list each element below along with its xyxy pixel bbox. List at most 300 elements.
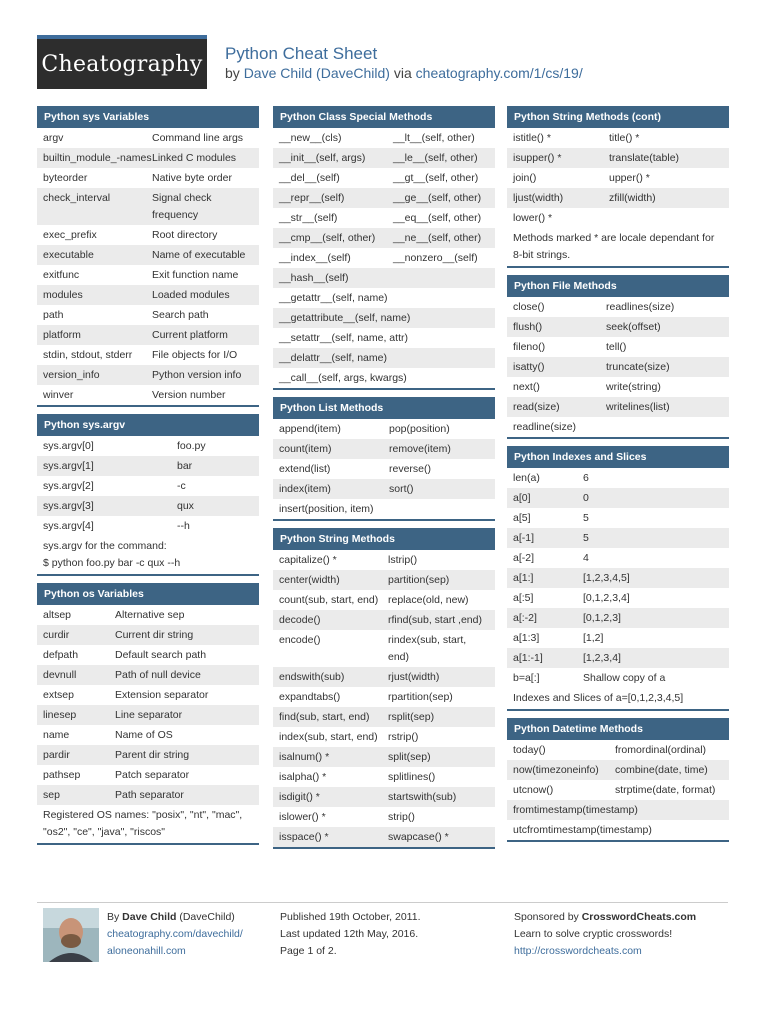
- cell-key: __delattr__(self, name): [279, 352, 387, 364]
- cell-value: Shallow copy of a: [583, 672, 666, 684]
- cell-key: close(): [513, 301, 545, 313]
- section-header: Python Indexes and Slices: [507, 446, 729, 468]
- cell-value: swapcase() *: [388, 830, 449, 843]
- cell-value: Exit function name: [152, 268, 239, 281]
- cell-key: istitle() *: [513, 132, 551, 144]
- cell-key: version_info: [43, 368, 100, 381]
- cell-key: extend(list): [279, 463, 331, 475]
- section-python-sys-argv: [37, 414, 259, 576]
- cell-value: replace(old, new): [388, 594, 469, 606]
- cell-value: __ne__(self, other): [393, 232, 482, 244]
- section-rows: [507, 128, 729, 268]
- cell-value: Current dir string: [115, 628, 194, 641]
- published-date: Published 19th October, 2011.: [280, 911, 421, 923]
- cell-key: __call__(self, args, kwargs): [279, 372, 407, 384]
- cell-value: File objects for I/O: [152, 348, 238, 361]
- column-2: [273, 106, 495, 856]
- section-header: Python List Methods: [273, 397, 495, 419]
- table-row: [37, 128, 259, 148]
- cell-value: Alternative sep: [115, 608, 185, 621]
- table-row: [507, 760, 729, 780]
- cell-key: curdir: [43, 628, 70, 641]
- cell-key: now(timezoneinfo): [513, 764, 599, 776]
- table-row: [507, 417, 729, 437]
- cell-key: find(sub, start, end): [279, 710, 370, 723]
- cell-value: Name of OS: [115, 728, 173, 741]
- byline-prefix: by: [225, 65, 244, 81]
- table-row: [37, 516, 259, 536]
- cell-key: exec_prefix: [43, 228, 97, 241]
- cell-value: [1,2]: [583, 632, 604, 644]
- table-row: [507, 628, 729, 648]
- table-row: [507, 317, 729, 337]
- cell-key: capitalize() *: [279, 554, 337, 566]
- table-row: [507, 780, 729, 800]
- cell-value: __eq__(self, other): [393, 212, 482, 224]
- cell-key: __del__(self): [279, 172, 340, 184]
- table-row: [507, 608, 729, 628]
- cell-key: __str__(self): [279, 212, 338, 224]
- cell-value: 4: [583, 552, 589, 564]
- cell-value: --h: [177, 519, 190, 532]
- sheet-url-link[interactable]: cheatography.com/1/cs/19/: [415, 65, 583, 81]
- cell-key: pathsep: [43, 768, 81, 781]
- cell-value: Native byte order: [152, 172, 232, 184]
- section-header: Python Datetime Methods: [507, 718, 729, 740]
- cell-key: __init__(self, args): [279, 152, 366, 164]
- table-row: [273, 348, 495, 368]
- table-row: [273, 727, 495, 747]
- section-header: Python sys.argv: [37, 414, 259, 436]
- table-row: [507, 588, 729, 608]
- publish-info: [280, 909, 421, 960]
- cell-value: truncate(size): [606, 361, 670, 373]
- table-row: [507, 740, 729, 760]
- table-row: [273, 479, 495, 499]
- section-python-os-variables: [37, 583, 259, 845]
- cell-key: sys.argv[1]: [43, 459, 94, 472]
- table-row: [273, 667, 495, 687]
- table-row: [507, 168, 729, 188]
- cell-value: Loaded modules: [152, 288, 230, 301]
- cell-key: today(): [513, 744, 546, 756]
- cell-key: executable: [43, 248, 94, 261]
- sponsor-link[interactable]: http://crosswordcheats.com: [514, 945, 642, 957]
- cell-value: 6: [583, 472, 589, 484]
- cell-key: a[5]: [513, 512, 531, 524]
- cell-key: pardir: [43, 748, 70, 761]
- cell-value: Signal check frequency: [152, 192, 212, 221]
- table-row: [273, 590, 495, 610]
- table-row: [37, 625, 259, 645]
- table-row: [507, 128, 729, 148]
- table-row: [37, 785, 259, 805]
- cell-key: isdigit() *: [279, 790, 320, 803]
- cell-key: modules: [43, 288, 83, 301]
- cell-key: __hash__(self): [279, 272, 349, 284]
- cell-value: write(string): [606, 381, 661, 393]
- cell-value: __lt__(self, other): [393, 132, 475, 144]
- cell-key: utcnow(): [513, 784, 554, 796]
- cell-key: lower() *: [513, 212, 553, 224]
- cheatography-logo[interactable]: [37, 35, 207, 89]
- section-header: Python Class Special Methods: [273, 106, 495, 128]
- cell-value: rfind(sub, start ,end): [388, 614, 482, 626]
- table-row: [37, 725, 259, 745]
- cell-key: endswith(sub): [279, 670, 345, 683]
- cell-key: __getattr__(self, name): [279, 292, 388, 304]
- cell-value: Line separator: [115, 708, 183, 721]
- cell-value: rsplit(sep): [388, 710, 435, 723]
- table-row: [273, 767, 495, 787]
- cell-key: join(): [513, 172, 537, 184]
- cell-value: reverse(): [389, 463, 432, 475]
- cell-key: center(width): [279, 574, 340, 586]
- section-rows: [507, 468, 729, 711]
- author-cheatography-link[interactable]: cheatography.com/davechild/: [107, 928, 243, 940]
- cell-key: exitfunc: [43, 268, 80, 281]
- section-header: Python File Methods: [507, 275, 729, 297]
- cell-key: sys.argv[3]: [43, 499, 94, 512]
- section-python-string-methods-cont: [507, 106, 729, 268]
- cell-key: utcfromtimestamp(timestamp): [513, 824, 652, 836]
- table-row: [37, 285, 259, 305]
- table-row: [37, 605, 259, 625]
- cell-value: startswith(sub): [388, 790, 457, 803]
- cell-key: altsep: [43, 608, 72, 621]
- updated-date: Last updated 12th May, 2016.: [280, 928, 419, 940]
- sponsor-info: [514, 909, 696, 960]
- table-row: [507, 208, 729, 228]
- cell-value: seek(offset): [606, 321, 661, 333]
- cell-value: tell(): [606, 341, 627, 353]
- table-row: [507, 800, 729, 820]
- cell-value: lstrip(): [388, 554, 418, 566]
- cell-value: 5: [583, 532, 589, 544]
- section-python-class-special-methods: [273, 106, 495, 390]
- section-python-datetime-methods: [507, 718, 729, 842]
- table-row: [37, 765, 259, 785]
- table-row: [37, 168, 259, 188]
- table-row: [507, 548, 729, 568]
- cell-value: writelines(list): [606, 401, 670, 413]
- table-row: [37, 705, 259, 725]
- table-row: [507, 488, 729, 508]
- cell-key: path: [43, 308, 64, 321]
- cell-value: [1,2,3,4]: [583, 652, 621, 664]
- table-row: [37, 476, 259, 496]
- section-rows: [37, 128, 259, 407]
- cell-value: rjust(width): [388, 670, 440, 683]
- cell-key: isupper() *: [513, 152, 562, 164]
- cell-key: sys.argv[2]: [43, 479, 94, 492]
- cell-value: bar: [177, 459, 193, 472]
- cell-value: rstrip(): [388, 730, 419, 743]
- cell-key: a[1:3]: [513, 632, 540, 644]
- cell-key: readline(size): [513, 421, 577, 433]
- cell-value: strptime(date, format): [615, 784, 716, 796]
- table-row: [273, 827, 495, 847]
- logo-text: Cheatography: [41, 51, 203, 77]
- table-row: [37, 645, 259, 665]
- cell-value: qux: [177, 499, 194, 512]
- cell-value: split(sep): [388, 750, 431, 763]
- cell-value: upper() *: [609, 172, 650, 184]
- page-title: Python Cheat Sheet: [225, 44, 378, 63]
- cell-value: remove(item): [389, 443, 451, 455]
- table-row: [273, 747, 495, 767]
- cell-key: __new__(cls): [279, 132, 342, 144]
- author-avatar: [43, 908, 99, 962]
- cell-value: __ge__(self, other): [393, 192, 482, 204]
- cell-key: __cmp__(self, other): [279, 232, 376, 244]
- cell-key: isatty(): [513, 361, 545, 373]
- section-python-indexes-and-slices: [507, 446, 729, 711]
- cell-key: extsep: [43, 688, 74, 701]
- cell-value: Path separator: [115, 788, 184, 801]
- cell-value: __nonzero__(self): [393, 252, 478, 264]
- cell-key: argv: [43, 132, 64, 144]
- cell-key: fileno(): [513, 341, 546, 353]
- cell-value: [0,1,2,3]: [583, 612, 621, 624]
- cell-value: zfill(width): [609, 192, 656, 204]
- cell-value: foo.py: [177, 439, 206, 452]
- cell-key: isalnum() *: [279, 750, 330, 763]
- table-row: [37, 456, 259, 476]
- table-row: [273, 807, 495, 827]
- sponsor-name: CrosswordCheats.com: [581, 911, 697, 923]
- cell-key: a[:-2]: [513, 612, 537, 624]
- column-3: [507, 106, 729, 849]
- cell-value: readlines(size): [606, 301, 675, 313]
- cell-key: __getattribute__(self, name): [279, 312, 411, 324]
- cell-value: Path of null device: [115, 668, 201, 681]
- cell-key: append(item): [279, 423, 341, 435]
- table-row: [273, 439, 495, 459]
- cell-key: next(): [513, 381, 540, 393]
- table-row: [273, 168, 495, 188]
- table-row: [273, 228, 495, 248]
- table-row: [273, 328, 495, 348]
- section-python-file-methods: [507, 275, 729, 439]
- cell-key: insert(position, item): [279, 503, 374, 515]
- cell-key: __setattr__(self, name, attr): [279, 332, 408, 344]
- cell-key: count(item): [279, 443, 332, 455]
- section-python-string-methods: [273, 528, 495, 849]
- table-row: [507, 820, 729, 840]
- section-rows: [37, 605, 259, 845]
- table-row: [37, 265, 259, 285]
- table-row: [37, 245, 259, 265]
- cell-key: name: [43, 728, 70, 741]
- table-row: [507, 188, 729, 208]
- table-row: [507, 148, 729, 168]
- section-header: Python String Methods: [273, 528, 495, 550]
- cell-key: linesep: [43, 708, 77, 721]
- table-row: [273, 208, 495, 228]
- cell-key: __index__(self): [279, 252, 351, 264]
- cell-key: len(a): [513, 472, 540, 484]
- cell-value: Version number: [152, 388, 226, 401]
- table-row: [507, 397, 729, 417]
- cell-key: a[:5]: [513, 592, 534, 604]
- table-row: [273, 128, 495, 148]
- author-handle: (DaveChild): [176, 911, 235, 923]
- table-row: [273, 570, 495, 590]
- cell-value: strip(): [388, 810, 415, 823]
- table-row: [273, 419, 495, 439]
- table-row: [37, 325, 259, 345]
- author-by: By: [107, 911, 123, 923]
- table-row: [37, 305, 259, 325]
- table-row: [507, 508, 729, 528]
- section-python-list-methods: [273, 397, 495, 521]
- author-info: [107, 909, 243, 960]
- table-row: [273, 610, 495, 630]
- table-row: [37, 365, 259, 385]
- table-row: [273, 188, 495, 208]
- section-rows: [507, 740, 729, 842]
- table-row: [37, 665, 259, 685]
- table-row: [273, 687, 495, 707]
- table-row: [507, 297, 729, 317]
- table-row: [273, 368, 495, 388]
- table-row: [273, 550, 495, 570]
- cell-value: Patch separator: [115, 768, 190, 781]
- cell-key: index(sub, start, end): [279, 730, 378, 743]
- section-header: Python sys Variables: [37, 106, 259, 128]
- cell-value: Python version info: [152, 368, 242, 381]
- section-note: sys.argv for the command: $ python foo.py bar -c qux --h: [43, 539, 181, 569]
- section-note: Indexes and Slices of a=[0,1,2,3,4,5]: [513, 692, 684, 704]
- cell-value: Extension separator: [115, 688, 209, 701]
- cell-value: __gt__(self, other): [393, 172, 479, 184]
- cell-key: sys.argv[4]: [43, 519, 94, 532]
- table-row: [273, 787, 495, 807]
- cell-value: sort(): [389, 483, 414, 495]
- table-row: [507, 377, 729, 397]
- cell-value: [0,1,2,3,4]: [583, 592, 630, 604]
- section-rows: [37, 436, 259, 576]
- table-row: [507, 668, 729, 688]
- table-row: [507, 528, 729, 548]
- cell-value: Default search path: [115, 648, 207, 661]
- cell-value: __le__(self, other): [393, 152, 478, 164]
- cell-key: b=a[:]: [513, 672, 540, 684]
- table-row: [37, 148, 259, 168]
- table-row: [273, 707, 495, 727]
- cell-key: byteorder: [43, 172, 88, 184]
- table-row: [37, 745, 259, 765]
- cell-value: Parent dir string: [115, 748, 190, 761]
- section-rows: [273, 550, 495, 849]
- cell-key: count(sub, start, end): [279, 594, 379, 606]
- cell-key: islower() *: [279, 810, 326, 823]
- table-row: [507, 648, 729, 668]
- cell-key: stdin, stdout, stderr: [43, 348, 133, 361]
- table-row: [507, 357, 729, 377]
- table-row: [507, 568, 729, 588]
- table-row: [37, 496, 259, 516]
- byline-via: via: [389, 65, 416, 81]
- column-1: [37, 106, 259, 852]
- cell-value: combine(date, time): [615, 764, 708, 776]
- cell-value: Search path: [152, 308, 209, 321]
- table-row: [37, 436, 259, 456]
- author-name: Dave Child: [122, 911, 177, 923]
- sponsor-prefix: Sponsored by: [514, 911, 582, 923]
- cell-key: encode(): [279, 634, 321, 646]
- cell-key: a[1:-1]: [513, 652, 543, 664]
- cell-key: isspace() *: [279, 830, 329, 843]
- cell-value: Linked C modules: [152, 152, 237, 164]
- table-row: [37, 685, 259, 705]
- table-row: [37, 345, 259, 365]
- cell-key: defpath: [43, 648, 79, 661]
- cell-key: decode(): [279, 614, 321, 626]
- cell-key: fromtimestamp(timestamp): [513, 804, 638, 816]
- cell-value: pop(position): [389, 423, 450, 435]
- section-header: Python os Variables: [37, 583, 259, 605]
- cell-key: platform: [43, 328, 81, 341]
- table-row: [273, 459, 495, 479]
- cell-value: fromordinal(ordinal): [615, 744, 707, 756]
- cell-key: sys.argv[0]: [43, 439, 94, 452]
- sponsor-text: Learn to solve cryptic crosswords!: [514, 928, 673, 940]
- cell-value: [1,2,3,4,5]: [583, 572, 630, 584]
- table-row: [273, 499, 495, 519]
- section-note: Methods marked * are locale dependant for 8-bit strings.: [513, 232, 715, 261]
- table-row: [273, 288, 495, 308]
- cell-value: title() *: [609, 132, 640, 144]
- section-rows: [273, 128, 495, 390]
- cell-value: 0: [583, 492, 589, 504]
- cell-key: a[0]: [513, 492, 531, 504]
- cell-key: expandtabs(): [279, 690, 341, 703]
- cell-key: a[1:]: [513, 572, 534, 584]
- author-website-link[interactable]: aloneonahill.com: [107, 945, 186, 957]
- cell-key: index(item): [279, 483, 331, 495]
- section-header: Python String Methods (cont): [507, 106, 729, 128]
- cell-value: rindex(sub, start, end): [388, 634, 467, 663]
- author-link[interactable]: Dave Child (DaveChild): [243, 65, 390, 81]
- cell-key: sep: [43, 788, 60, 801]
- cell-value: rpartition(sep): [388, 690, 453, 703]
- section-rows: [507, 297, 729, 439]
- table-row: [273, 268, 495, 288]
- cell-key: winver: [43, 388, 74, 401]
- section-python-sys-variables: [37, 106, 259, 407]
- cell-key: flush(): [513, 321, 543, 333]
- byline: [225, 65, 583, 81]
- table-row: [37, 385, 259, 405]
- footer: [37, 902, 728, 970]
- cell-value: partition(sep): [388, 574, 450, 586]
- cell-value: Current platform: [152, 328, 228, 341]
- cell-key: a[-2]: [513, 552, 535, 564]
- cell-value: translate(table): [609, 152, 680, 164]
- table-row: [37, 188, 259, 225]
- table-row: [37, 225, 259, 245]
- cell-key: a[-1]: [513, 532, 535, 544]
- cell-key: isalpha() *: [279, 770, 327, 783]
- table-row: [273, 148, 495, 168]
- cell-key: devnull: [43, 668, 77, 681]
- table-row: [273, 630, 495, 667]
- cell-value: -c: [177, 479, 186, 492]
- cell-key: builtin_module_-names: [43, 152, 152, 164]
- page-number: Page 1 of 2.: [280, 945, 337, 957]
